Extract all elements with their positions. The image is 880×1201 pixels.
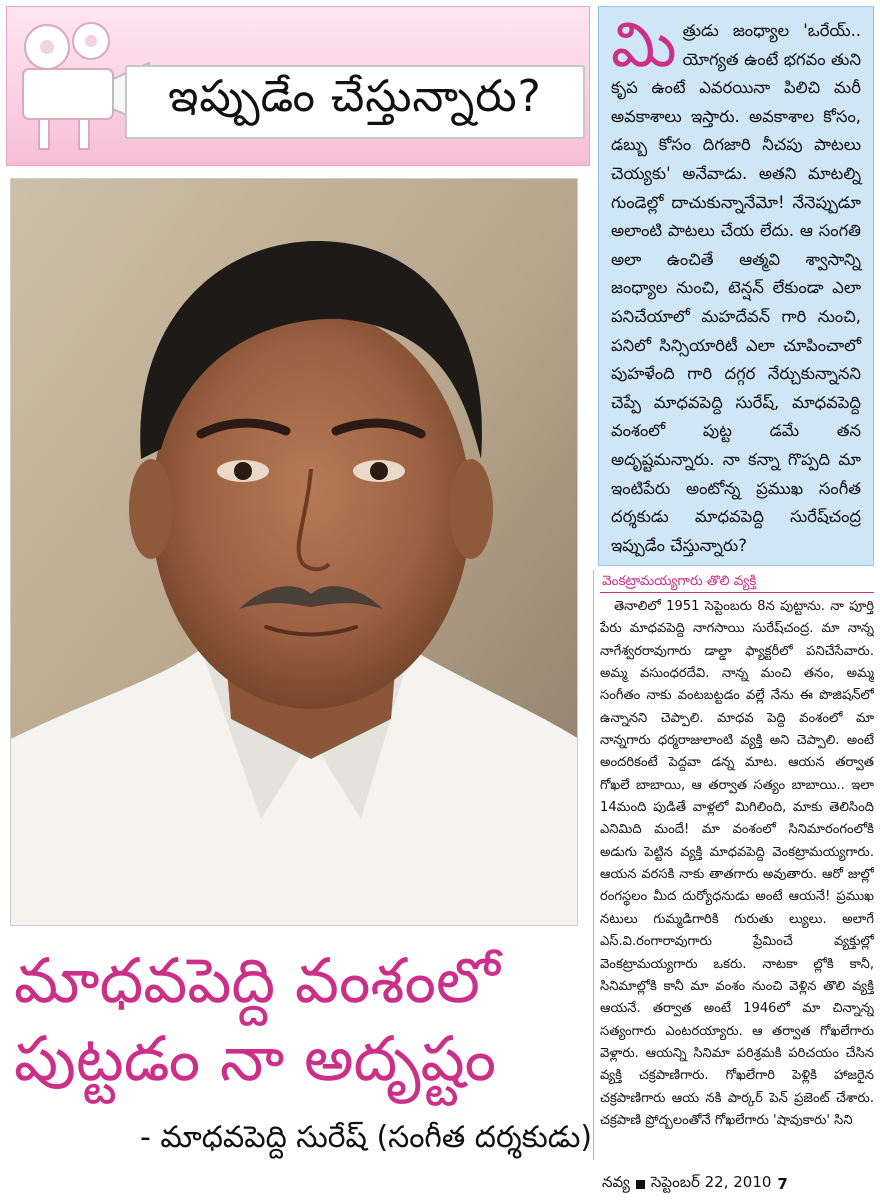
intro-box — [598, 6, 874, 566]
article-byline: - మాధవపెద్ది సురేష్ (సంగీత దర్శకుడు) — [140, 1120, 593, 1155]
intro-text: త్రుడు జంధ్యాల 'ఒరేయ్.. యోగ్యత ఉంటే భగవం తుని కృప ఉంటే ఎవరయినా పిలిచి మరీ అవకాశాలు ఇస్తారు. అవకాశాల కోసం, డబ్బు కోసం దిగజారి నీచపు పాటలు చెయ్యకు' అనేవాడు. అతని మాటల్ని గుండెల్లో దాచుకున్నానేమో! నేనెప్పుడూ అలాంటి పాటలు చేయ లేదు. ఆ సంగతి అలా ఉంచితే ఆత్మవి శ్వాసాన్ని జంధ్యాల నుంచి, టెన్షన్ లేకుండా ఎలా పనిచేయాలో మహదేవన్ గారి నుంచి, పనిలో సిన్సియారిటీ ఎలా చూపించాలో పుహళేంది గారి దగ్గర నేర్చుకున్నానని చెప్పే మాధవపెద్ది సురేష్, మాధవపెద్ది వంశంలో పుట్ట డమే తన అదృష్టమన్నారు. నా కన్నా గొప్పది మా ఇంటిపేరు అంటోన్న ప్రముఖ సంగీత దర్శకుడు మాధవపెద్ది సురేష్‌చంద్ర ఇప్పుడేం చేస్తున్నారు? — [611, 21, 861, 555]
column-divider — [593, 570, 594, 1160]
headline-line-2: పుట్టడం నా అదృష్టం — [14, 1022, 497, 1095]
separator-square-icon — [636, 1180, 645, 1189]
headline-line-1: మాధవపెద్ది వంశంలో — [14, 944, 500, 1017]
portrait-photo — [10, 178, 578, 926]
portrait-image — [11, 179, 578, 926]
magazine-name: నవ్య — [602, 1173, 630, 1191]
page-number: 7 — [777, 1175, 788, 1193]
page-footer — [602, 1172, 874, 1196]
article-headline — [14, 942, 594, 1098]
article-body: తెనాలిలో 1951 సెప్టెంబరు 8న పుట్టాను. నా పూర్తి పేరు మాధవపెద్ది నాగసాయి సురేష్‌చంద్ర. మా నాన్న నాగేశ్వరరావుగారు డాల్డా ఫ్యాక్టరీలో పనిచేసేవారు. అమ్మ వసుంధరదేవి. నాన్న మంచి తనం, అమ్మ సంగీతం నాకు వంటబట్టడం వల్లే నేను ఈ పొజిషన్‌లో ఉన్నానని చెప్పాలి. మాధవ పెద్ది వంశంలో మా నాన్నగారు ధర్మరాజులాంటి వ్యక్తి అని చెప్పాలి. అంటే అందరికంటే పెద్దవా డన్న మాట. ఆయన తర్వాత గోఖలే బాబాయి, ఆ తర్వాత సత్యం బాబాయి.. ఇలా 14మంది పుడితే వాళ్లలో మిగిలింది, మాకు తెలిసింది ఎనిమిది మందే! మా వంశంలో సినిమారంగంలోకి అడుగు పెట్టిన వ్యక్తి మాధవపెద్ది వెంకట్రామయ్యగారు. ఆయన వరసకి నాకు తాతగారు అవుతారు. ఆరో జుల్లో రంగస్థలం మీద దుర్యోధనుడు అంటే ఆయనే! ప్రముఖ నటులు గుమ్మడిగారికి గురుతు ల్యులు. అలాగే ఎస్.వి.రంగారావుగారు ప్రేమించే వ్యక్తుల్లో వెంకట్రామయ్యగారు ఒకరు. నాటకా ల్లోకి కానీ, సినిమాల్లోకి కానీ మా వంశం నుంచి వెళ్లిన తొలి వ్యక్తి ఆయనే. తర్వాత అంటే 1946లో మా చిన్నాన్న సత్యంగారు ఎంటరయ్యారు. ఆ తర్వాత గోఖలేగారు వెళ్లారు. ఆయన్ని సినిమా పరిశ్రమకి పరిచయం చేసిన వ్యక్తి చక్రపాణిగారు. గోఖలేగారి పెళ్లికి హాజరైన చక్రపాణిగారు ఆయ నకి పార్కర్ పెన్ ప్రజెంట్ చేశారు. చక్రపాణి ప్రోద్బలంతోనే గోఖలేగారు 'షావుకారు' సిని — [600, 599, 874, 1128]
section-banner — [6, 6, 590, 166]
subheading-rule — [600, 592, 874, 593]
issue-date: సెప్టెంబర్ 22, 2010 — [650, 1173, 772, 1191]
drop-cap: మి — [611, 8, 677, 81]
section-heading: ఇప్పుడేం చేస్తున్నారు? — [125, 65, 585, 139]
section-subheading: వెంకట్రామయ్యగారు తొలి వ్యక్తి — [602, 573, 757, 589]
